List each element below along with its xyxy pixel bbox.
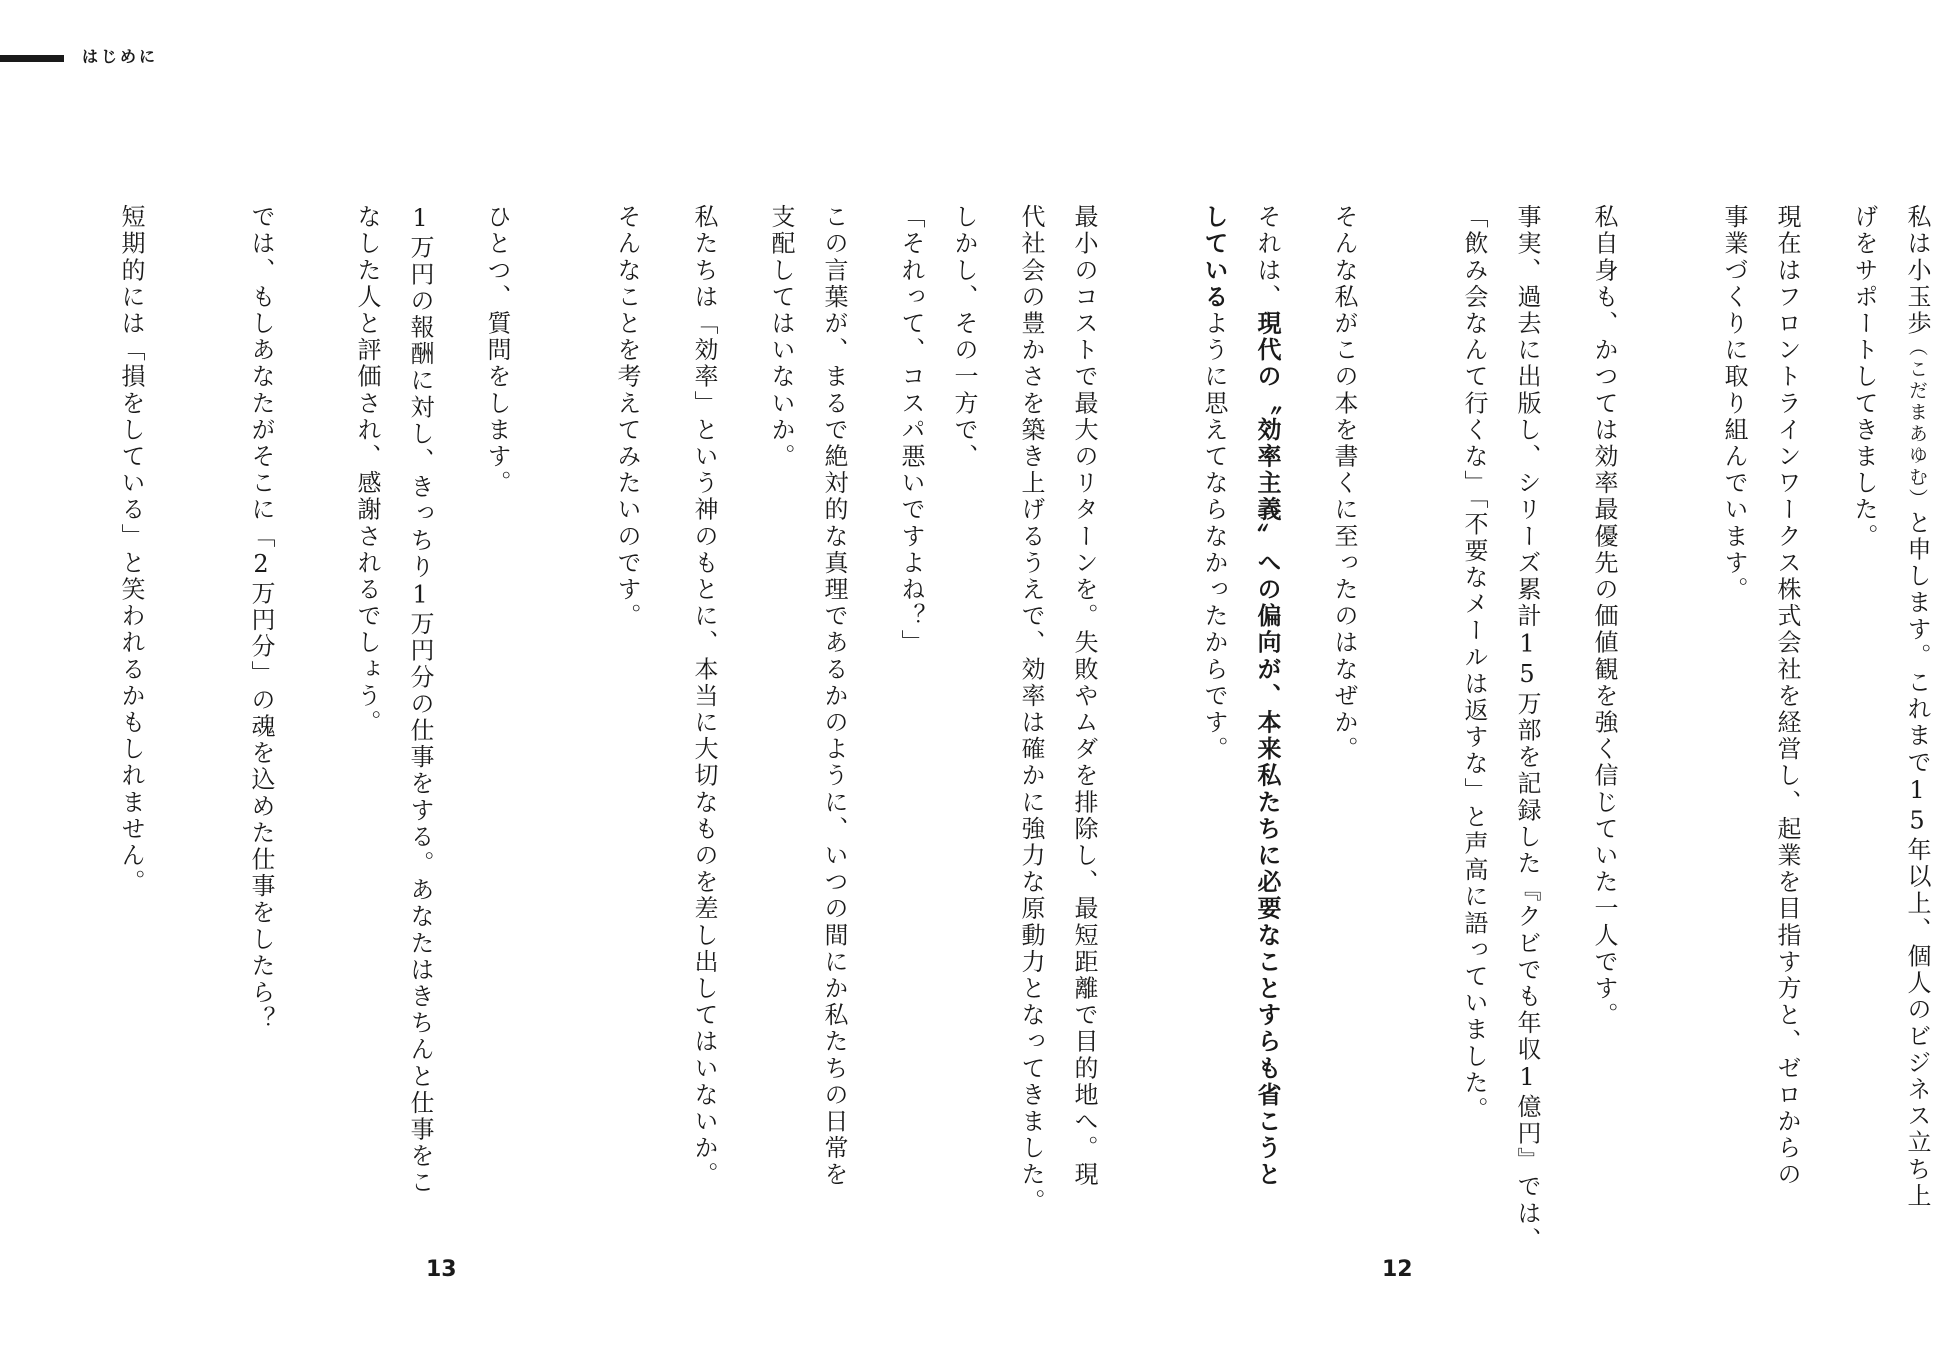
- text-line: [393, 204, 470, 1196]
- text-line: [1317, 204, 1394, 1253]
- text-segment: （こだまあゆむ）: [1906, 337, 1928, 510]
- text-line: [937, 204, 1014, 1196]
- text-segment: 私自身も、かつては効率最優先の価値観を強く信じていた一人です。: [1590, 204, 1618, 1029]
- text-line: [1240, 204, 1317, 1253]
- emphasis-text: している: [1200, 204, 1228, 311]
- header-rule: [0, 55, 64, 62]
- text-line: [470, 204, 547, 1196]
- text-segment: 私たちは「効率」という神のもとに、本当に大切なものを差し出してはいないか。: [690, 204, 718, 1189]
- blank-line: [547, 204, 600, 1196]
- right-page-text: [1004, 204, 1943, 1253]
- text-segment: 代社会の豊かさを築き上げるうえで、効率は確かに強力な原動力となってきました。: [1017, 204, 1045, 1215]
- text-segment: 私は小玉歩: [1903, 204, 1931, 337]
- blank-line: [1654, 204, 1707, 1253]
- text-segment: げをサポートしてきました。: [1850, 204, 1878, 550]
- text-segment: 最小のコストで最大のリターンを。失敗やムダを排除し、最短距離で目的地へ。現: [1070, 204, 1098, 1189]
- text-line: [1760, 204, 1837, 1253]
- text-segment: なした人と評価され、感謝されるでしょう。: [353, 204, 381, 736]
- text-segment: ひとつ、質問をします。: [483, 204, 511, 497]
- text-line: [1837, 204, 1890, 1253]
- text-segment: 短期的には「損をしている」と笑われるかもしれません。: [117, 204, 145, 896]
- page-number-left: 13: [426, 1257, 457, 1282]
- text-line: [677, 204, 754, 1196]
- blank-line: [181, 204, 234, 1196]
- text-segment: そんな私がこの本を書くに至ったのはなぜか。: [1330, 204, 1358, 763]
- text-line: [1500, 204, 1577, 1253]
- left-page-text: [104, 204, 1014, 1196]
- text-segment: 事業づくりに取り組んでいます。: [1720, 204, 1748, 603]
- text-line: [1890, 204, 1943, 1253]
- text-segment: 支配してはいないか。: [767, 204, 795, 470]
- text-segment: 事実、過去に出版し、シリーズ累計15万部を記録した『クビでも年収1億円』では、: [1513, 204, 1541, 1254]
- text-line: [807, 204, 884, 1196]
- text-line: [1707, 204, 1760, 1253]
- text-line: [1187, 204, 1240, 1253]
- text-segment: ように思えてならなかったからです。: [1200, 310, 1228, 763]
- text-line: [754, 204, 807, 1196]
- text-segment: 1万円の報酬に対し、きっちり1万円分の仕事をする。あなたはきちんと仕事をこ: [406, 204, 434, 1197]
- text-line: [1057, 204, 1134, 1253]
- text-line: [1447, 204, 1500, 1253]
- text-line: [104, 204, 181, 1196]
- emphasis-text: 現代の〝効率主義〟への偏向が、本来私たちに必要なことすらも省こうと: [1253, 310, 1281, 1189]
- text-segment: と申します。これまで15年以上、個人のビジネス立ち上: [1903, 509, 1931, 1210]
- text-line: [1577, 204, 1654, 1253]
- text-line: [234, 204, 287, 1196]
- text-segment: そんなことを考えてみたいのです。: [613, 204, 641, 630]
- text-segment: 現在はフロントラインワークス株式会社を経営し、起業を目指す方と、ゼロからの: [1773, 204, 1801, 1189]
- text-line: [600, 204, 677, 1196]
- text-line: [340, 204, 393, 1196]
- text-segment: では、もしあなたがそこに「2万円分」の魂を込めた仕事をしたら？: [247, 204, 275, 1033]
- text-line: [884, 204, 937, 1196]
- text-segment: 「飲み会なんて行くな」「不要なメールは返すな」と声高に語っていました。: [1460, 204, 1488, 1123]
- text-segment: 「それって、コスパ悪いですよね？」: [897, 204, 925, 657]
- blank-line: [1134, 204, 1187, 1253]
- blank-line: [1394, 204, 1447, 1253]
- blank-line: [287, 204, 340, 1196]
- text-segment: それは、: [1253, 204, 1281, 311]
- text-segment: しかし、その一方で、: [950, 204, 978, 470]
- page-number-right: 12: [1382, 1257, 1413, 1282]
- section-label: はじめに: [82, 47, 159, 66]
- text-segment: この言葉が、まるで絶対的な真理であるかのように、いつの間にか私たちの日常を: [820, 204, 848, 1189]
